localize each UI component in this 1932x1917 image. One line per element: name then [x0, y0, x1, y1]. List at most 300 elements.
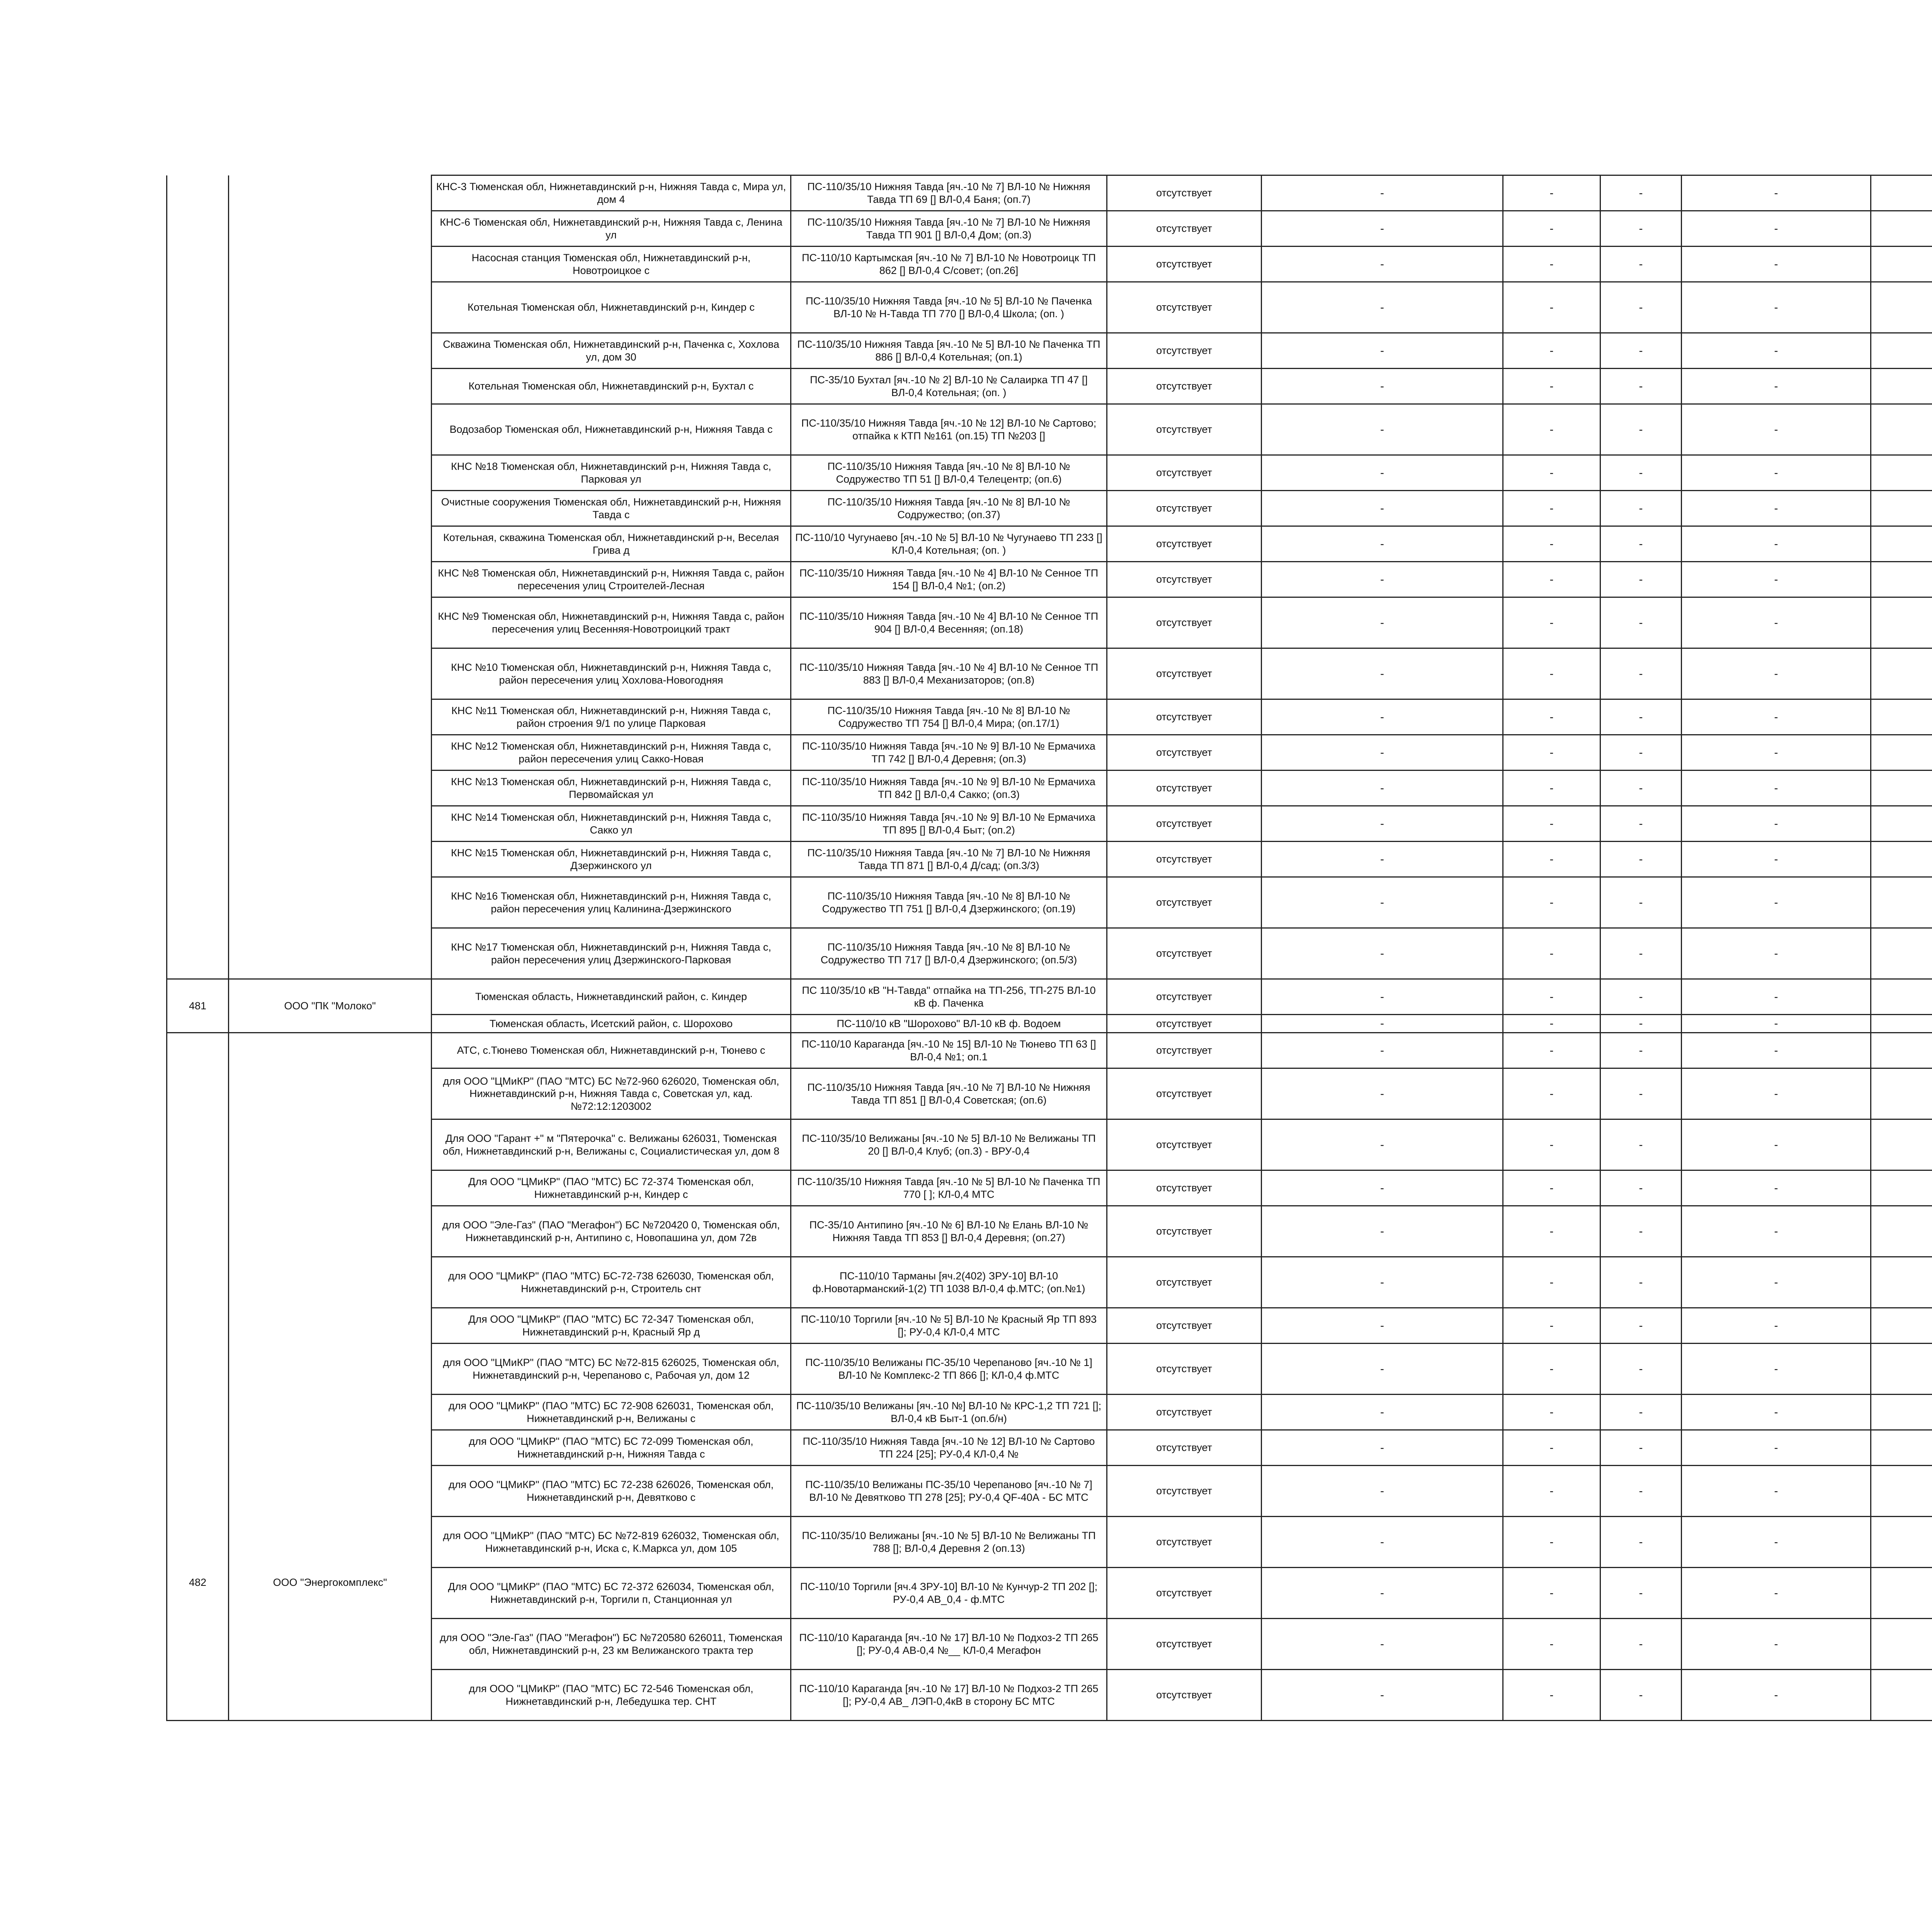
dash-cell: -: [1262, 1170, 1503, 1206]
dash-cell: [1871, 806, 1932, 842]
dash-cell: -: [1503, 735, 1600, 771]
dash-cell: -: [1262, 1517, 1503, 1568]
status-cell: отсутствует: [1107, 1344, 1262, 1395]
object-cell: Для ООО "Гарант +" м "Пятерочка" с. Велижаны 626031, Тюменская обл, Нижнетавдинский р-н, Велижаны с, Социалистическая ул, дом 8: [432, 1119, 791, 1170]
dash-cell: -: [1600, 1430, 1682, 1466]
dash-cell: -: [1682, 1068, 1871, 1119]
dash-cell: [1871, 247, 1932, 282]
dash-cell: -: [1503, 1068, 1600, 1119]
object-cell: Для ООО "ЦМиКР" (ПАО "МТС) БС 72-374 Тюменская обл, Нижнетавдинский р-н, Киндер с: [432, 1170, 791, 1206]
dash-cell: [1871, 699, 1932, 735]
source-cell: ПС-35/10 Антипино [яч.-10 № 6] ВЛ-10 № Елань ВЛ-10 № Нижняя Тавда ТП 853 [] ВЛ-0,4 Деревня; (оп.27): [791, 1206, 1107, 1257]
dash-cell: -: [1682, 1344, 1871, 1395]
source-cell: ПС-110/35/10 Велижаны [яч.-10 № 5] ВЛ-10 № Велижаны ТП 20 [] ВЛ-0,4 Клуб; (оп.3) - ВРУ-0,4: [791, 1119, 1107, 1170]
dash-cell: -: [1503, 1206, 1600, 1257]
dash-cell: -: [1503, 877, 1600, 928]
object-cell: Водозабор Тюменская обл, Нижнетавдинский р-н, Нижняя Тавда с: [432, 404, 791, 455]
object-cell: для ООО "Эле-Газ" (ПАО "Мегафон") БС №720580 626011, Тюменская обл, Нижнетавдинский р-н, 23 км Велижанского тракта тер: [432, 1619, 791, 1670]
table-row: [167, 597, 1932, 648]
status-cell: отсутствует: [1107, 1033, 1262, 1068]
dash-cell: -: [1682, 282, 1871, 333]
source-cell: ПС-110/10 Торгили [яч.-10 № 5] ВЛ-10 № Красный Яр ТП 893 []; РУ-0,4 КЛ-0,4 МТС: [791, 1308, 1107, 1344]
dash-cell: -: [1262, 282, 1503, 333]
dash-cell: -: [1262, 1430, 1503, 1466]
dash-cell: -: [1682, 1517, 1871, 1568]
status-cell: отсутствует: [1107, 1568, 1262, 1619]
table-row: [167, 806, 1932, 842]
object-cell: Котельная Тюменская обл, Нижнетавдинский р-н, Киндер с: [432, 282, 791, 333]
dash-cell: -: [1262, 771, 1503, 806]
dash-cell: -: [1682, 1619, 1871, 1670]
status-cell: отсутствует: [1107, 699, 1262, 735]
status-cell: отсутствует: [1107, 1068, 1262, 1119]
table-row: [167, 333, 1932, 369]
dash-cell: -: [1503, 597, 1600, 648]
dash-cell: -: [1600, 282, 1682, 333]
object-cell: для ООО "ЦМиКР" (ПАО "МТС) БС 72-546 Тюменская обл, Нижнетавдинский р-н, Лебедушка тер. СНТ: [432, 1670, 791, 1721]
status-cell: отсутствует: [1107, 979, 1262, 1015]
dash-cell: [1871, 1670, 1932, 1721]
org-cell: ООО "Энергокомплекс": [229, 1033, 432, 1721]
source-cell: ПС-110/35/10 Нижняя Тавда [яч.-10 № 4] ВЛ-10 № Сенное ТП 904 [] ВЛ-0,4 Весенняя; (оп.18): [791, 597, 1107, 648]
dash-cell: -: [1503, 562, 1600, 597]
object-cell: для ООО "ЦМиКР" (ПАО "МТС) БС №72-960 626020, Тюменская обл, Нижнетавдинский р-н, Нижняя Тавда с, Советская ул, кад.№72:12:1203002: [432, 1068, 791, 1119]
dash-cell: -: [1682, 597, 1871, 648]
dash-cell: -: [1600, 175, 1682, 211]
object-cell: Для ООО "ЦМиКР" (ПАО "МТС) БС 72-347 Тюменская обл, Нижнетавдинский р-н, Красный Яр д: [432, 1308, 791, 1344]
dash-cell: [1871, 526, 1932, 562]
dash-cell: -: [1262, 699, 1503, 735]
table-row: [167, 1430, 1932, 1466]
dash-cell: -: [1600, 842, 1682, 877]
dash-cell: -: [1503, 1619, 1600, 1670]
dash-cell: [1871, 404, 1932, 455]
dash-cell: -: [1600, 491, 1682, 526]
dash-cell: -: [1682, 455, 1871, 491]
dash-cell: -: [1503, 1395, 1600, 1430]
source-cell: ПС-110/35/10 Велижаны ПС-35/10 Черепаново [яч.-10 № 1] ВЛ-10 № Комплекс-2 ТП 866 []; КЛ-0,4 ф.МТС: [791, 1344, 1107, 1395]
dash-cell: -: [1682, 404, 1871, 455]
dash-cell: -: [1682, 247, 1871, 282]
dash-cell: -: [1682, 1568, 1871, 1619]
table-body: [167, 175, 1932, 1721]
dash-cell: -: [1262, 333, 1503, 369]
dash-cell: -: [1600, 1068, 1682, 1119]
status-cell: отсутствует: [1107, 1670, 1262, 1721]
dash-cell: -: [1600, 1033, 1682, 1068]
power-supply-table: [166, 175, 1932, 1721]
table-row: [167, 1395, 1932, 1430]
source-cell: ПС-110/10 Караганда [яч.-10 № 17] ВЛ-10 № Подхоз-2 ТП 265 []; РУ-0,4 АВ-0,4 №__ КЛ-0,4 Мегафон: [791, 1619, 1107, 1670]
dash-cell: -: [1262, 455, 1503, 491]
table-row: [167, 1670, 1932, 1721]
dash-cell: -: [1503, 455, 1600, 491]
status-cell: отсутствует: [1107, 928, 1262, 979]
object-cell: КНС №13 Тюменская обл, Нижнетавдинский р-н, Нижняя Тавда с, Первомайская ул: [432, 771, 791, 806]
status-cell: отсутствует: [1107, 648, 1262, 699]
dash-cell: -: [1503, 979, 1600, 1015]
dash-cell: -: [1600, 369, 1682, 404]
status-cell: отсутствует: [1107, 1015, 1262, 1033]
dash-cell: -: [1503, 1517, 1600, 1568]
dash-cell: -: [1262, 979, 1503, 1015]
dash-cell: -: [1503, 1430, 1600, 1466]
table-row: [167, 771, 1932, 806]
dash-cell: -: [1682, 211, 1871, 247]
status-cell: отсутствует: [1107, 842, 1262, 877]
dash-cell: -: [1503, 771, 1600, 806]
table-row: [167, 175, 1932, 211]
dash-cell: -: [1262, 1619, 1503, 1670]
dash-cell: -: [1600, 1344, 1682, 1395]
dash-cell: -: [1503, 806, 1600, 842]
dash-cell: -: [1262, 1257, 1503, 1308]
dash-cell: -: [1682, 1308, 1871, 1344]
table-row: [167, 648, 1932, 699]
table-row: [167, 211, 1932, 247]
dash-cell: -: [1503, 526, 1600, 562]
dash-cell: -: [1503, 1119, 1600, 1170]
object-cell: Насосная станция Тюменская обл, Нижнетавдинский р-н, Новотроицкое с: [432, 247, 791, 282]
object-cell: КНС-3 Тюменская обл, Нижнетавдинский р-н, Нижняя Тавда с, Мира ул, дом 4: [432, 175, 791, 211]
dash-cell: -: [1503, 1308, 1600, 1344]
dash-cell: -: [1262, 1206, 1503, 1257]
source-cell: ПС-110/35/10 Нижняя Тавда [яч.-10 № 7] ВЛ-10 № Нижняя Тавда ТП 901 [] ВЛ-0,4 Дом; (оп.3): [791, 211, 1107, 247]
dash-cell: -: [1503, 1170, 1600, 1206]
table-row: [167, 1517, 1932, 1568]
dash-cell: -: [1503, 1568, 1600, 1619]
dash-cell: -: [1262, 491, 1503, 526]
table-row: [167, 842, 1932, 877]
dash-cell: -: [1600, 1568, 1682, 1619]
dash-cell: -: [1503, 247, 1600, 282]
number-cell: 481: [167, 979, 229, 1033]
dash-cell: -: [1600, 1308, 1682, 1344]
object-cell: для ООО "ЦМиКР" (ПАО "МТС) БС №72-815 626025, Тюменская обл, Нижнетавдинский р-н, Черепаново с, Рабочая ул, дом 12: [432, 1344, 791, 1395]
dash-cell: -: [1682, 526, 1871, 562]
dash-cell: -: [1682, 491, 1871, 526]
dash-cell: -: [1600, 1670, 1682, 1721]
dash-cell: -: [1262, 1015, 1503, 1033]
dash-cell: -: [1503, 333, 1600, 369]
object-cell: КНС №15 Тюменская обл, Нижнетавдинский р-н, Нижняя Тавда с, Дзержинского ул: [432, 842, 791, 877]
source-cell: ПС-110/35/10 Нижняя Тавда [яч.-10 № 12] ВЛ-10 № Сартово ТП 224 [25]; РУ-0,4 КЛ-0,4 №: [791, 1430, 1107, 1466]
object-cell: для ООО "Эле-Газ" (ПАО "Мегафон") БС №720420 0, Тюменская обл, Нижнетавдинский р-н, Антипино с, Новопашина ул, дом 72в: [432, 1206, 791, 1257]
source-cell: ПС-110/35/10 Нижняя Тавда [яч.-10 № 8] ВЛ-10 № Содружество ТП 754 [] ВЛ-0,4 Мира; (оп.17/1): [791, 699, 1107, 735]
dash-cell: -: [1503, 699, 1600, 735]
source-cell: ПС-110/35/10 Нижняя Тавда [яч.-10 № 4] ВЛ-10 № Сенное ТП 883 [] ВЛ-0,4 Механизаторов; (оп.8): [791, 648, 1107, 699]
status-cell: отсутствует: [1107, 771, 1262, 806]
dash-cell: -: [1600, 526, 1682, 562]
object-cell: для ООО "ЦМиКР" (ПАО "МТС) БС-72-738 626030, Тюменская обл, Нижнетавдинский р-н, Строитель снт: [432, 1257, 791, 1308]
dash-cell: -: [1503, 1015, 1600, 1033]
source-cell: ПС-110/35/10 Нижняя Тавда [яч.-10 № 12] ВЛ-10 № Сартово; отпайка к КТП №161 (оп.15) ТП №203 []: [791, 404, 1107, 455]
object-cell: КНС №14 Тюменская обл, Нижнетавдинский р-н, Нижняя Тавда с, Сакко ул: [432, 806, 791, 842]
dash-cell: -: [1682, 1119, 1871, 1170]
status-cell: отсутствует: [1107, 526, 1262, 562]
dash-cell: -: [1262, 1068, 1503, 1119]
table-row: [167, 877, 1932, 928]
status-cell: отсутствует: [1107, 333, 1262, 369]
source-cell: ПС-110/10 кВ "Шорохово" ВЛ-10 кВ ф. Водоем: [791, 1015, 1107, 1033]
object-cell: Скважина Тюменская обл, Нижнетавдинский р-н, Паченка с, Хохлова ул, дом 30: [432, 333, 791, 369]
status-cell: отсутствует: [1107, 877, 1262, 928]
table-row: [167, 404, 1932, 455]
dash-cell: -: [1600, 735, 1682, 771]
object-cell: КНС №17 Тюменская обл, Нижнетавдинский р-н, Нижняя Тавда с, район пересечения улиц Дзержинского-Парковая: [432, 928, 791, 979]
object-cell: для ООО "ЦМиКР" (ПАО "МТС) БС №72-819 626032, Тюменская обл, Нижнетавдинский р-н, Иска с, К.Маркса ул, дом 105: [432, 1517, 791, 1568]
source-cell: ПС-110/35/10 Велижаны ПС-35/10 Черепаново [яч.-10 № 7] ВЛ-10 № Девятково ТП 278 [25]; РУ-0,4 QF-40А - БС МТС: [791, 1466, 1107, 1517]
dash-cell: -: [1682, 1170, 1871, 1206]
dash-cell: -: [1600, 1395, 1682, 1430]
dash-cell: [1871, 1466, 1932, 1517]
dash-cell: -: [1503, 1257, 1600, 1308]
source-cell: ПС-110/35/10 Нижняя Тавда [яч.-10 № 7] ВЛ-10 № Нижняя Тавда ТП 871 [] ВЛ-0,4 Д/сад; (оп.3/3): [791, 842, 1107, 877]
dash-cell: [1871, 1068, 1932, 1119]
object-cell: для ООО "ЦМиКР" (ПАО "МТС) БС 72-238 626026, Тюменская обл, Нижнетавдинский р-н, Девятково с: [432, 1466, 791, 1517]
table-row: [167, 1257, 1932, 1308]
dash-cell: [1871, 1015, 1932, 1033]
source-cell: ПС-110/10 Тарманы [яч.2(402) ЗРУ-10] ВЛ-10 ф.Новотарманский-1(2) ТП 1038 ВЛ-0,4 ф.МТС; (оп.№1): [791, 1257, 1107, 1308]
source-cell: ПС-110/10 Картымская [яч.-10 № 7] ВЛ-10 № Новотроицк ТП 862 [] ВЛ-0,4 С/совет; (оп.26]: [791, 247, 1107, 282]
dash-cell: -: [1262, 562, 1503, 597]
dash-cell: -: [1682, 771, 1871, 806]
number-cell: [167, 175, 229, 979]
object-cell: КНС №18 Тюменская обл, Нижнетавдинский р-н, Нижняя Тавда с, Парковая ул: [432, 455, 791, 491]
dash-cell: -: [1600, 877, 1682, 928]
status-cell: отсутствует: [1107, 1206, 1262, 1257]
dash-cell: [1871, 282, 1932, 333]
object-cell: КНС №16 Тюменская обл, Нижнетавдинский р-н, Нижняя Тавда с, район пересечения улиц Калинина-Дзержинского: [432, 877, 791, 928]
dash-cell: [1871, 1568, 1932, 1619]
source-cell: ПС-110/35/10 Нижняя Тавда [яч.-10 № 5] ВЛ-10 № Паченка ТП 770 [ ]; КЛ-0,4 МТС: [791, 1170, 1107, 1206]
dash-cell: -: [1600, 1517, 1682, 1568]
dash-cell: -: [1503, 211, 1600, 247]
table-row: [167, 979, 1932, 1015]
table-row: [167, 1015, 1932, 1033]
dash-cell: [1871, 1257, 1932, 1308]
dash-cell: [1871, 597, 1932, 648]
dash-cell: -: [1262, 1568, 1503, 1619]
object-cell: для ООО "ЦМиКР" (ПАО "МТС) БС 72-908 626031, Тюменская обл, Нижнетавдинский р-н, Велижаны с: [432, 1395, 791, 1430]
object-cell: Тюменская область, Нижнетавдинский район, с. Киндер: [432, 979, 791, 1015]
dash-cell: -: [1600, 247, 1682, 282]
dash-cell: -: [1262, 806, 1503, 842]
source-cell: ПС-35/10 Бухтал [яч.-10 № 2] ВЛ-10 № Салаирка ТП 47 [] ВЛ-0,4 Котельная; (оп. ): [791, 369, 1107, 404]
dash-cell: -: [1600, 1119, 1682, 1170]
table-row: [167, 1206, 1932, 1257]
dash-cell: -: [1682, 1015, 1871, 1033]
dash-cell: -: [1503, 1466, 1600, 1517]
status-cell: отсутствует: [1107, 1619, 1262, 1670]
dash-cell: [1871, 1430, 1932, 1466]
dash-cell: -: [1682, 175, 1871, 211]
dash-cell: -: [1682, 699, 1871, 735]
status-cell: отсутствует: [1107, 1430, 1262, 1466]
table-row: [167, 491, 1932, 526]
dash-cell: -: [1503, 369, 1600, 404]
source-cell: ПС-110/35/10 Нижняя Тавда [яч.-10 № 4] ВЛ-10 № Сенное ТП 154 [] ВЛ-0,4 №1; (оп.2): [791, 562, 1107, 597]
status-cell: отсутствует: [1107, 806, 1262, 842]
dash-cell: -: [1262, 1308, 1503, 1344]
source-cell: ПС-110/35/10 Нижняя Тавда [яч.-10 № 8] ВЛ-10 № Содружество; (оп.37): [791, 491, 1107, 526]
dash-cell: [1871, 979, 1932, 1015]
status-cell: отсутствует: [1107, 455, 1262, 491]
dash-cell: -: [1262, 404, 1503, 455]
dash-cell: -: [1503, 1670, 1600, 1721]
dash-cell: [1871, 648, 1932, 699]
dash-cell: -: [1682, 333, 1871, 369]
dash-cell: -: [1682, 1206, 1871, 1257]
dash-cell: -: [1262, 1344, 1503, 1395]
source-cell: ПС-110/35/10 Нижняя Тавда [яч.-10 № 7] ВЛ-10 № Нижняя Тавда ТП 69 [] ВЛ-0,4 Баня; (оп.7): [791, 175, 1107, 211]
table-row: [167, 699, 1932, 735]
dash-cell: -: [1600, 699, 1682, 735]
dash-cell: -: [1262, 247, 1503, 282]
data-sheet: [166, 175, 1932, 1721]
table-row: [167, 735, 1932, 771]
table-row: [167, 526, 1932, 562]
dash-cell: -: [1503, 282, 1600, 333]
dash-cell: -: [1503, 1344, 1600, 1395]
source-cell: ПС-110/35/10 Нижняя Тавда [яч.-10 № 9] ВЛ-10 № Ермачиха ТП 895 [] ВЛ-0,4 Быт; (оп.2): [791, 806, 1107, 842]
dash-cell: [1871, 1206, 1932, 1257]
dash-cell: -: [1600, 806, 1682, 842]
dash-cell: -: [1682, 1257, 1871, 1308]
dash-cell: -: [1600, 648, 1682, 699]
dash-cell: -: [1682, 877, 1871, 928]
dash-cell: -: [1600, 1466, 1682, 1517]
dash-cell: -: [1600, 979, 1682, 1015]
dash-cell: -: [1682, 735, 1871, 771]
status-cell: отсутствует: [1107, 404, 1262, 455]
object-cell: Для ООО "ЦМиКР" (ПАО "МТС) БС 72-372 626034, Тюменская обл, Нижнетавдинский р-н, Торгили п, Станционная ул: [432, 1568, 791, 1619]
dash-cell: -: [1262, 597, 1503, 648]
table-row: [167, 455, 1932, 491]
dash-cell: -: [1262, 877, 1503, 928]
dash-cell: [1871, 1344, 1932, 1395]
dash-cell: -: [1682, 1395, 1871, 1430]
dash-cell: -: [1600, 928, 1682, 979]
table-row: [167, 1033, 1932, 1068]
dash-cell: [1871, 928, 1932, 979]
dash-cell: -: [1600, 404, 1682, 455]
status-cell: отсутствует: [1107, 562, 1262, 597]
number-cell: 482: [167, 1033, 229, 1721]
table-row: [167, 1466, 1932, 1517]
dash-cell: -: [1600, 211, 1682, 247]
object-cell: Тюменская область, Исетский район, с. Шорохово: [432, 1015, 791, 1033]
source-cell: ПС-110/35/10 Нижняя Тавда [яч.-10 № 5] ВЛ-10 № Паченка ВЛ-10 № Н-Тавда ТП 770 [] ВЛ-0,4 Школа; (оп. ): [791, 282, 1107, 333]
dash-cell: [1871, 1517, 1932, 1568]
dash-cell: -: [1682, 562, 1871, 597]
dash-cell: -: [1600, 1170, 1682, 1206]
object-cell: КНС №8 Тюменская обл, Нижнетавдинский р-н, Нижняя Тавда с, район пересечения улиц Строителей-Лесная: [432, 562, 791, 597]
status-cell: отсутствует: [1107, 1517, 1262, 1568]
dash-cell: [1871, 175, 1932, 211]
dash-cell: [1871, 211, 1932, 247]
source-cell: ПС-110/35/10 Нижняя Тавда [яч.-10 № 9] ВЛ-10 № Ермачиха ТП 742 [] ВЛ-0,4 Деревня; (оп.3): [791, 735, 1107, 771]
org-cell: [229, 175, 432, 979]
source-cell: ПС-110/35/10 Нижняя Тавда [яч.-10 № 9] ВЛ-10 № Ермачиха ТП 842 [] ВЛ-0,4 Сакко; (оп.3): [791, 771, 1107, 806]
status-cell: отсутствует: [1107, 735, 1262, 771]
object-cell: Очистные сооружения Тюменская обл, Нижнетавдинский р-н, Нижняя Тавда с: [432, 491, 791, 526]
source-cell: ПС 110/35/10 кВ "Н-Тавда" отпайка на ТП-256, ТП-275 ВЛ-10 кВ ф. Паченка: [791, 979, 1107, 1015]
dash-cell: [1871, 1033, 1932, 1068]
dash-cell: [1871, 1619, 1932, 1670]
dash-cell: -: [1600, 1619, 1682, 1670]
dash-cell: -: [1262, 735, 1503, 771]
dash-cell: -: [1503, 491, 1600, 526]
source-cell: ПС-110/35/10 Нижняя Тавда [яч.-10 № 7] ВЛ-10 № Нижняя Тавда ТП 851 [] ВЛ-0,4 Советская; (оп.6): [791, 1068, 1107, 1119]
dash-cell: -: [1262, 175, 1503, 211]
dash-cell: -: [1503, 404, 1600, 455]
dash-cell: -: [1682, 842, 1871, 877]
object-cell: АТС, с.Тюнево Тюменская обл, Нижнетавдинский р-н, Тюнево с: [432, 1033, 791, 1068]
status-cell: отсутствует: [1107, 1119, 1262, 1170]
source-cell: ПС-110/10 Караганда [яч.-10 № 15] ВЛ-10 № Тюнево ТП 63 [] ВЛ-0,4 №1; оп.1: [791, 1033, 1107, 1068]
dash-cell: [1871, 1170, 1932, 1206]
source-cell: ПС-110/10 Торгили [яч.4 ЗРУ-10] ВЛ-10 № Кунчур-2 ТП 202 []; РУ-0,4 АВ_0,4 - ф.МТС: [791, 1568, 1107, 1619]
dash-cell: -: [1600, 1257, 1682, 1308]
dash-cell: -: [1503, 928, 1600, 979]
table-row: [167, 1308, 1932, 1344]
source-cell: ПС-110/35/10 Нижняя Тавда [яч.-10 № 8] ВЛ-10 № Содружество ТП 717 [] ВЛ-0,4 Дзержинского; (оп.5/3): [791, 928, 1107, 979]
status-cell: отсутствует: [1107, 1308, 1262, 1344]
status-cell: отсутствует: [1107, 175, 1262, 211]
status-cell: отсутствует: [1107, 211, 1262, 247]
source-cell: ПС-110/10 Караганда [яч.-10 № 17] ВЛ-10 № Подхоз-2 ТП 265 []; РУ-0,4 АВ_ ЛЭП-0,4кВ в сторону БС МТС: [791, 1670, 1107, 1721]
table-row: [167, 282, 1932, 333]
dash-cell: -: [1600, 333, 1682, 369]
status-cell: отсутствует: [1107, 597, 1262, 648]
status-cell: отсутствует: [1107, 1466, 1262, 1517]
dash-cell: -: [1503, 648, 1600, 699]
object-cell: КНС №12 Тюменская обл, Нижнетавдинский р-н, Нижняя Тавда с, район пересечения улиц Сакко-Новая: [432, 735, 791, 771]
table-row: [167, 562, 1932, 597]
dash-cell: -: [1682, 1466, 1871, 1517]
dash-cell: -: [1682, 979, 1871, 1015]
status-cell: отсутствует: [1107, 1170, 1262, 1206]
dash-cell: -: [1600, 1206, 1682, 1257]
object-cell: КНС №9 Тюменская обл, Нижнетавдинский р-н, Нижняя Тавда с, район пересечения улиц Весенняя-Новотроицкий тракт: [432, 597, 791, 648]
table-row: [167, 1119, 1932, 1170]
table-row: [167, 1068, 1932, 1119]
table-row: [167, 1568, 1932, 1619]
org-cell: ООО "ПК "Молоко": [229, 979, 432, 1033]
dash-cell: -: [1262, 369, 1503, 404]
dash-cell: [1871, 771, 1932, 806]
dash-cell: -: [1262, 928, 1503, 979]
dash-cell: [1871, 1119, 1932, 1170]
dash-cell: -: [1600, 562, 1682, 597]
object-cell: КНС №11 Тюменская обл, Нижнетавдинский р-н, Нижняя Тавда с, район строения 9/1 по улице Парковая: [432, 699, 791, 735]
dash-cell: -: [1682, 1033, 1871, 1068]
dash-cell: [1871, 455, 1932, 491]
dash-cell: -: [1600, 455, 1682, 491]
dash-cell: [1871, 1395, 1932, 1430]
dash-cell: [1871, 842, 1932, 877]
table-row: [167, 1170, 1932, 1206]
object-cell: КНС-6 Тюменская обл, Нижнетавдинский р-н, Нижняя Тавда с, Ленина ул: [432, 211, 791, 247]
source-cell: ПС-110/35/10 Велижаны [яч.-10 №] ВЛ-10 № КРС-1,2 ТП 721 []; ВЛ-0,4 кВ Быт-1 (оп.б/н): [791, 1395, 1107, 1430]
table-row: [167, 1619, 1932, 1670]
dash-cell: -: [1503, 1033, 1600, 1068]
table-row: [167, 1344, 1932, 1395]
dash-cell: -: [1600, 771, 1682, 806]
dash-cell: -: [1600, 597, 1682, 648]
dash-cell: -: [1600, 1015, 1682, 1033]
